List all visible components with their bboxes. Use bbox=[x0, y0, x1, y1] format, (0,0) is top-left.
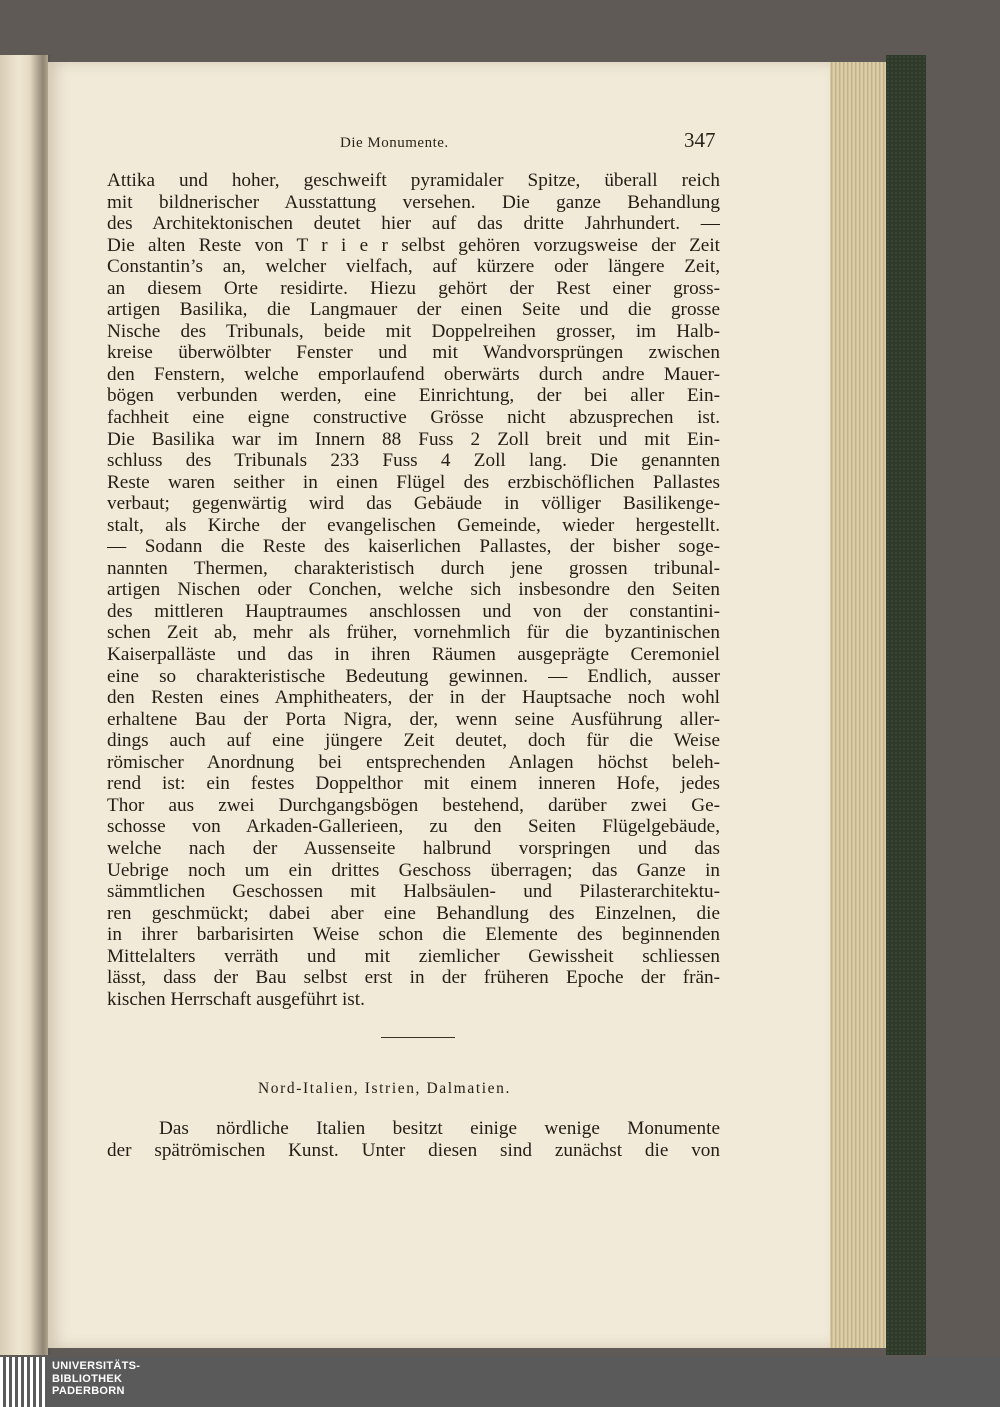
text-line: an diesem Orte residirte. Hiezu gehört der Rest einer gross- bbox=[107, 277, 720, 299]
running-title: Die Monumente. bbox=[340, 135, 449, 151]
text-line: — Sodann die Reste des kaiserlichen Pallastes, der bisher soge- bbox=[107, 536, 720, 558]
text-line: verbaut; gegenwärtig wird das Gebäude in völliger Basilikenge- bbox=[107, 493, 720, 515]
text-line: Constantin’s an, welcher vielfach, auf kürzere oder längere Zeit, bbox=[107, 256, 720, 278]
text-line: Die Basilika war im Innern 88 Fuss 2 Zoll breit und mit Ein- bbox=[107, 428, 720, 450]
text-line: Die alten Reste von T r i e r selbst gehören vorzugsweise der Zeit bbox=[107, 234, 720, 256]
body-paragraph bbox=[107, 170, 720, 1010]
text-line: kischen Herrschaft ausgeführt ist. bbox=[107, 988, 365, 1010]
logo-line: PADERBORN bbox=[52, 1385, 125, 1397]
footer-bar bbox=[0, 1357, 1000, 1407]
text-line: mit bildnerischer Ausstattung versehen. Die ganze Behandlung bbox=[107, 191, 720, 213]
text-line: eine so charakteristische Bedeutung gewinnen. — Endlich, ausser bbox=[107, 665, 720, 687]
text-line: artigen Basilika, die Langmauer der einen Seite und die grosse bbox=[107, 299, 720, 321]
section-divider bbox=[381, 1037, 455, 1038]
logo-line: UNIVERSITÄTS- bbox=[52, 1360, 141, 1372]
page-edges bbox=[828, 62, 888, 1348]
text-line: des mittleren Hauptraumes anschlossen und von der constantini- bbox=[107, 600, 720, 622]
logo-line: BIBLIOTHEK bbox=[52, 1372, 123, 1385]
text-line: rend ist: ein festes Doppelthor mit einem inneren Hofe, jedes bbox=[107, 773, 720, 795]
text-line: nannten Thermen, charakteristisch durch jene grossen tribunal- bbox=[107, 557, 720, 579]
text-line: kreise überwölbter Fenster und mit Wandvorsprüngen zwischen bbox=[107, 342, 720, 364]
text-line: sämmtlichen Geschossen mit Halbsäulen- und Pilasterarchitektu- bbox=[107, 881, 720, 903]
book-cover bbox=[886, 55, 926, 1355]
text-line: römischer Anordnung bei entsprechenden Anlagen höchst beleh- bbox=[107, 751, 720, 773]
section-paragraph bbox=[107, 1118, 720, 1161]
text-line: Kaiserpalläste und das in ihren Räumen ausgeprägte Ceremoniel bbox=[107, 644, 720, 666]
text-line: schluss des Tribunals 233 Fuss 4 Zoll lang. Die genannten bbox=[107, 450, 720, 472]
text-line: Nische des Tribunals, beide mit Doppelreihen grosser, im Halb- bbox=[107, 320, 720, 342]
text-line: Attika und hoher, geschweift pyramidaler Spitze, überall reich bbox=[107, 170, 720, 191]
text-line: fachheit eine eigne constructive Grösse nicht abzusprechen ist. bbox=[107, 407, 720, 429]
text-line: stalt, als Kirche der evangelischen Gemeinde, wieder hergestellt. bbox=[107, 514, 720, 536]
text-line: den Resten eines Amphitheaters, der in der Hauptsache noch wohl bbox=[107, 687, 720, 709]
text-line: artigen Nischen oder Conchen, welche sich insbesondre den Seiten bbox=[107, 579, 720, 601]
text-line: den Fenstern, welche emporlaufend oberwärts durch andre Mauer- bbox=[107, 363, 720, 385]
text-line: lässt, dass der Bau selbst erst in der früheren Epoche der frän- bbox=[107, 967, 720, 989]
text-line: Das nördliche Italien besitzt einige wenige Monumente bbox=[159, 1118, 720, 1139]
text-line: Mittelalters verräth und mit ziemlicher Gewissheit schliessen bbox=[107, 945, 720, 967]
page-number: 347 bbox=[684, 128, 716, 152]
library-barcode-icon bbox=[0, 1357, 48, 1407]
text-line: welche nach der Aussenseite halbrund vorspringen und das bbox=[107, 837, 720, 859]
library-logo bbox=[52, 1360, 140, 1398]
text-line: bögen verbunden werden, eine Einrichtung, der bei aller Ein- bbox=[107, 385, 720, 407]
text-line: Thor aus zwei Durchgangsbögen bestehend, darüber zwei Ge- bbox=[107, 794, 720, 816]
text-line: dings auch auf eine jüngere Zeit deutet, doch für die Weise bbox=[107, 730, 720, 752]
text-line: erhaltene Bau der Porta Nigra, der, wenn seine Ausführung aller- bbox=[107, 708, 720, 730]
text-line: des Architektonischen deutet hier auf das dritte Jahrhundert. — bbox=[107, 213, 720, 235]
text-line: Uebrige noch um ein drittes Geschoss überragen; das Ganze in bbox=[107, 859, 720, 881]
text-line: der spätrömischen Kunst. Unter diesen sind zunächst die von bbox=[107, 1139, 720, 1161]
text-line: Reste waren seither in einen Flügel des erzbischöflichen Pallastes bbox=[107, 471, 720, 493]
text-line: ren geschmückt; dabei aber eine Behandlung des Einzelnen, die bbox=[107, 902, 720, 924]
section-heading: Nord-Italien, Istrien, Dalmatien. bbox=[258, 1080, 511, 1097]
text-line: in ihrer barbarisirten Weise schon die Elemente des beginnenden bbox=[107, 924, 720, 946]
text-line: schen Zeit ab, mehr als früher, vornehmlich für die byzantinischen bbox=[107, 622, 720, 644]
text-line: schosse von Arkaden-Gallerieen, zu den Seiten Flügelgebäude, bbox=[107, 816, 720, 838]
